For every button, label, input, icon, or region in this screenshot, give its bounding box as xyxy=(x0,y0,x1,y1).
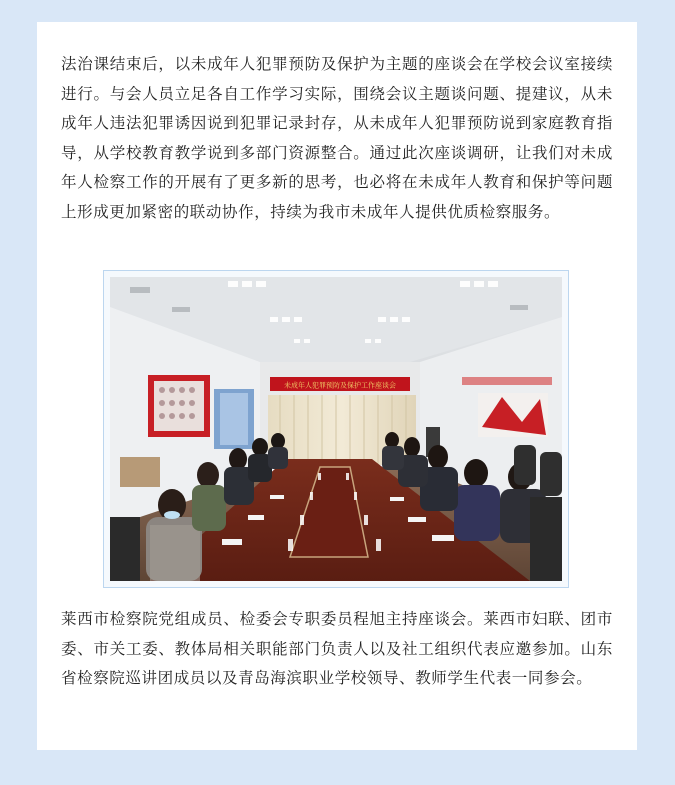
meeting-photo xyxy=(110,277,562,581)
meeting-photo-frame xyxy=(103,270,569,588)
article-paragraph-1: 法治课结束后，以未成年人犯罪预防及保护为主题的座谈会在学校会议室接续进行。与会人员立足各自工作学习实际，围绕会议主题谈问题、提建议，从未成年人违法犯罪诱因说到犯罪记录封存，从未成年人犯罪预防说到家庭教育指导，从学校教育教学说到多部门资源整合。通过此次座谈调研，让我们对未成年人检察工作的开展有了更多新的思考，也必将在未成年人教育和保护等问题上形成更加紧密的联动协作，持续为我市未成年人提供优质检察服务。 xyxy=(61,55,613,221)
article-card xyxy=(37,22,637,750)
meeting-banner-text: 未成年人犯罪预防及保护工作座谈会 xyxy=(284,381,396,390)
article-paragraph-2: 莱西市检察院党组成员、检委会专职委员程旭主持座谈会。莱西市妇联、团市委、市关工委、教体局相关职能部门负责人以及社工组织代表应邀参加。山东省检察院巡讲团成员以及青岛海滨职业学校领导、教师学生代表一同参会。 xyxy=(61,610,613,687)
